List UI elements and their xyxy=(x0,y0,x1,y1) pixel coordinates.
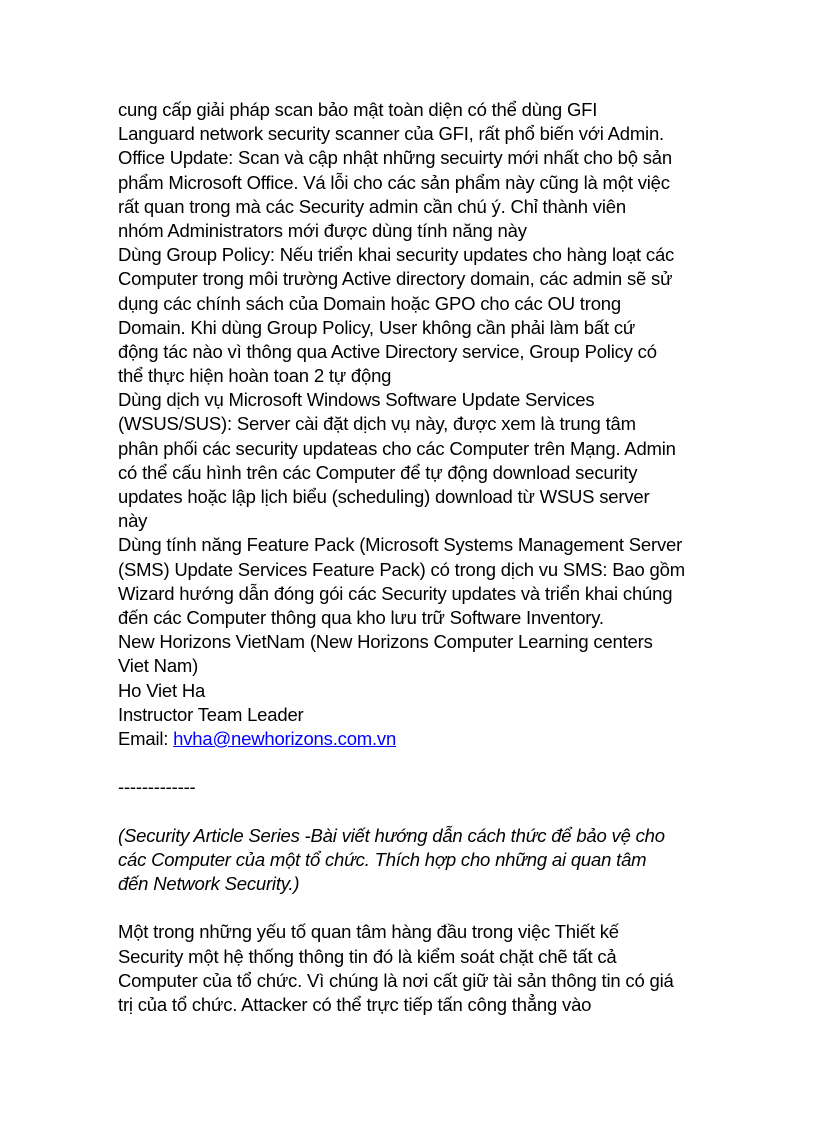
signature-name xyxy=(118,679,718,703)
text-line: thể thực hiện hoàn toan 2 tự động xyxy=(118,365,392,387)
text-line: Ho Viet Ha xyxy=(118,679,206,701)
text-line: Dùng Group Policy: Nếu triển khai security updates cho hàng loạt các xyxy=(118,244,675,266)
text-line: trị của tổ chức. Attacker có thể trực tiếp tấn công thẳng vào xyxy=(118,993,592,1015)
text-line xyxy=(118,727,718,751)
text-line: Domain. Khi dùng Group Policy, User không cần phải làm bất cứ xyxy=(118,316,636,338)
text-line: phân phối các security updateas cho các Computer trên Mạng. Admin xyxy=(118,437,676,459)
text-line: đến các Computer thông qua kho lưu trữ Software Inventory. xyxy=(118,606,604,628)
text-segment: Email: xyxy=(118,727,174,749)
text-line: Office Update: Scan và cập nhật những secuirty mới nhất cho bộ sản xyxy=(118,147,672,169)
text-line: đến Network Security.) xyxy=(118,873,300,894)
blank-line-space xyxy=(118,751,718,775)
blank-line xyxy=(118,799,718,823)
text-line: có thể cấu hình trên các Computer để tự động download security xyxy=(118,461,638,483)
email-link[interactable]: hvha@newhorizons.com.vn xyxy=(173,727,397,749)
text-line: động tác nào vì thông qua Active Directory service, Group Policy có xyxy=(118,340,657,362)
text-line: dụng các chính sách của Domain hoặc GPO cho các OU trong xyxy=(118,292,621,314)
blank-line-space xyxy=(118,896,718,920)
paragraph-intro-security-design xyxy=(118,920,718,1017)
paragraph-patch-management xyxy=(118,98,718,243)
blank-line-space xyxy=(118,799,718,823)
blank-line xyxy=(118,896,718,920)
text-line: Security một hệ thống thông tin đó là kiểm soát chặt chẽ tất cả xyxy=(118,945,617,967)
signature-title xyxy=(118,703,718,727)
text-line: (WSUS/SUS): Server cài đặt dịch vụ này, được xem là trung tâm xyxy=(118,413,636,435)
text-line: nhóm Administrators mới được dùng tính năng này xyxy=(118,219,527,241)
text-line: (Security Article Series -Bài viết hướng dẫn cách thức để bảo vệ cho xyxy=(118,824,665,846)
text-line: Dùng tính năng Feature Pack (Microsoft Systems Management Server xyxy=(118,534,683,556)
text-line: Instructor Team Leader xyxy=(118,703,304,725)
document-body xyxy=(118,98,718,1017)
text-line: ------------- xyxy=(118,776,196,798)
series-note xyxy=(118,824,718,897)
text-line: Computer trong môi trường Active directory domain, các admin sẽ sử xyxy=(118,268,673,290)
text-line: các Computer của một tổ chức. Thích hợp cho những ai quan tâm xyxy=(118,848,647,870)
text-line: Dùng dịch vụ Microsoft Windows Software Update Services xyxy=(118,389,595,411)
text-line: (SMS) Update Services Feature Pack) có trong dịch vu SMS: Bao gồm xyxy=(118,558,685,580)
text-line: Languard network security scanner của GFI, rất phổ biến với Admin. xyxy=(118,123,664,145)
text-line: Viet Nam) xyxy=(118,655,199,677)
text-line: New Horizons VietNam (New Horizons Computer Learning centers xyxy=(118,631,653,653)
text-line: Một trong những yếu tố quan tâm hàng đầu trong việc Thiết kế xyxy=(118,921,619,943)
text-line: updates hoặc lập lịch biểu (scheduling) download từ WSUS server xyxy=(118,486,650,507)
signature-company xyxy=(118,630,718,678)
text-line: Computer của tổ chức. Vì chúng là nơi cất giữ tài sản thông tin có giá xyxy=(118,969,674,991)
blank-line xyxy=(118,751,718,775)
text-line: phẩm Microsoft Office. Vá lỗi cho các sản phẩm này cũng là một việc xyxy=(118,171,670,193)
text-line: Wizard hướng dẫn đóng gói các Security updates và triển khai chúng xyxy=(118,582,673,604)
text-line: này xyxy=(118,510,148,532)
paragraph-sms-feature-pack xyxy=(118,533,718,630)
paragraph-group-policy xyxy=(118,243,718,388)
text-line: rất quan trong mà các Security admin cần chú ý. Chỉ thành viên xyxy=(118,195,626,217)
paragraph-wsus xyxy=(118,388,718,533)
text-line: cung cấp giải pháp scan bảo mật toàn diện có thể dùng GFI xyxy=(118,99,598,120)
separator-dashes xyxy=(118,775,718,799)
email-line xyxy=(118,727,718,751)
